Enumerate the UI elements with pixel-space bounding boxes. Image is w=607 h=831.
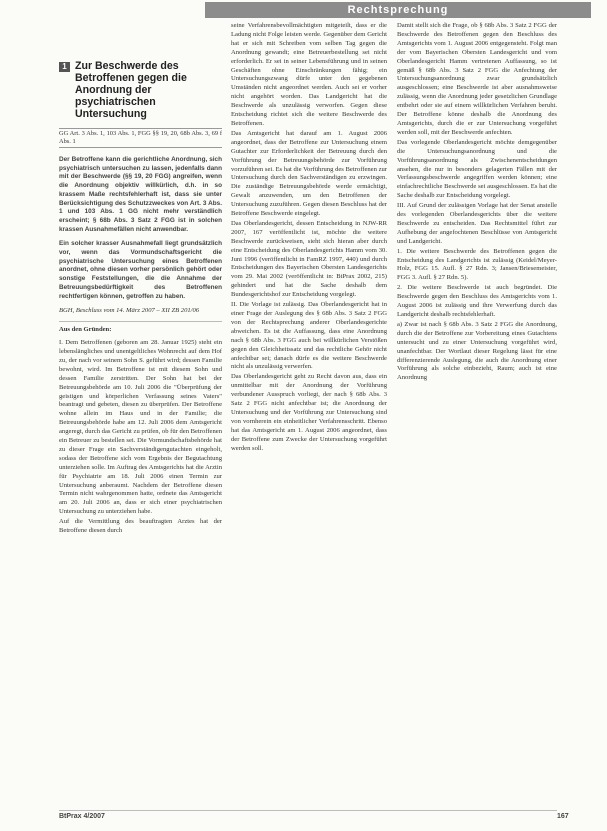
body-paragraph: I. Dem Betroffenen (geboren am 28. Januar 1925) steht ein lebenslängliches und unentgeltliches Wohnrecht auf dem Hof zu, der nach vor seinem Sohn S. geführt wird; dessen Familie bewohnt, wird. Im Betroffene ist mit diesem Sohn und dessen Familie zerstritten. Der Sohn hat bei der Betreuungsbehörde am 10. Juli 2006 die "Überprüfung der geistigen und körperlichen Verfassung seines Vaters" beantragt und gebeten, diesen zu überprüfen. Der Betroffene wohne allein im Haus und in der Familie; die Betreuungsbehörde habe am 12. Juli 2006 dem Amtsgericht angeregt, durch das Gericht zu prüfen, ob für den Betroffenen ein Betreuer zu bestellen sei. Die Vormundschaftsbehörde hat zu dieser Frage ein Sachverständigengutachten eingeholt, sodass der Betroffene sich vom Ergebnis der Begutachtung unterziehen solle. Im Auftrag des Amtsgerichts hat die Arztin für Psychiatrie am 18. Juli 2006 einen Termin zur Untersuchung anberaumt. Nachdem der Betroffene diesen Termin nicht wahrgenommen hatte, ordnete das Amtsgericht am 20. Juli 2006 an, dass er sich einer psychiatrischen Untersuchung zu unterziehen habe. — [59, 339, 223, 516]
reasons-heading: Aus den Gründen: — [59, 326, 112, 334]
article-title-row — [59, 60, 222, 120]
column-1 — [59, 22, 222, 537]
body-paragraph: Das Oberlandesgericht, dessen Entscheidung in NJW-RR 2007, 167 veröffentlicht ist, möchte die weitere Beschwerde zurückweisen, sieht sich hieran aber durch eine Entscheidung des Oberlandesgerichts Hamm vom 30. Juni 1996 (veröffentlicht in FamRZ 1997, 440) und durch Entscheidungen des Bayerischen Obersten Landesgerichts vom 29. Mai 2002 (veröffentlicht in: BtPrax 2002, 215) gehindert und hat die Sache deshalb dem Bundesgerichtshof zur Entscheidung vorgelegt. — [231, 219, 387, 299]
body-paragraph: a) Zwar ist nach § 68b Abs. 3 Satz 2 FGG die Anordnung, durch die der Betroffene zur Vorbereitung eines Gutachtens untersucht und zu einer Untersuchung vorgeführt wird, unanfechtbar. Der Wortlaut dieser Regelung lässt für eine differenzierende Auslegung, die auch die Anordnung einer Vorführung als solche einbezieht, Raum; auch ist eine Anordnung — [397, 320, 557, 382]
body-paragraph: seine Verfahrensbevollmächtigten mitgeteilt, dass er die Ladung nicht Folge leisten werde. Gegenüber dem Gericht hat er sich mit Schreiben vom selben Tag gegen die Anordnung gewandt; eine Betreuerbestellung sei nicht erforderlich. Er sei in seiner Lebensführung und in seinen Geschäften ohne Einschränkungen fähig; ein Untersuchungszwang dürfe unter den gegebenen Umständen nicht angeordnet werden. Auch sei er vorher nicht angehört worden. Das Landgericht hat die Beschwerde als unzulässig verworfen. Gegen diese Entscheidung richtet sich die weitere Beschwerde des Betroffenen. — [231, 22, 387, 127]
body-paragraph: Das Oberlandesgericht geht zu Recht davon aus, dass ein unmittelbar mit der Anordnung der Vorführung verbundener Ausspruch vorliegt, der nach § 68b Abs. 3 Satz 2 FGG nicht anfechtbar ist; die Anordnung der Untersuchung und der Vorführung zur Untersuchung sind von vornherein ein einheitlicher Verfahrensschritt. Ebenso hat das Amtsgericht am 1. August 2006 angeordnet, dass der Betroffene zum Zwecke der Untersuchung vorgeführt werden soll. — [231, 373, 387, 452]
headnote — [59, 156, 222, 301]
body-paragraph: 1. Die weitere Beschwerde des Betroffenen gegen die Entscheidung des Landgerichts ist zulässig (Keidel/Meyer-Holz, FGG 15. Aufl. § 27 Rdn. 3; Jansen/Briesemeister, FGG 3. Aufl. § 27 Rdn. 5). — [397, 247, 557, 282]
journal-issue: BtPrax 4/2007 — [59, 813, 105, 820]
article-title: Zur Beschwerde des Betroffenen gegen die Anordnung der psychiatrischen Untersuchung — [75, 60, 187, 120]
body-paragraph: Das vorlegende Oberlandesgericht möchte demgegenüber die Untersuchungsanordnung und die Vorführungsanordnung als Zwischenentscheidungen ansehen, die nur in besonders gelagerten Fällen mit der Verfassungsbeschwerde angegriffen werden können; eine einfachrechtliche Beschwerde sei ausgeschlossen. Es hat die Sache deshalb zur Entscheidung vorgelegt. — [397, 138, 557, 200]
body-paragraph: III. Auf Grund der zulässigen Vorlage hat der Senat anstelle des vorlegenden Oberlandesgerichts über die weitere Beschwerde zu entscheiden. Das Rechtsmittel führt zur Aufhebung der angefochtenen Beschlüsse von Amtsgericht und Landgericht. — [397, 202, 557, 245]
section-banner: Rechtsprechung — [205, 2, 591, 18]
headnote-paragraph: Der Betroffene kann die gerichtliche Anordnung, sich psychiatrisch untersuchen zu lassen, jedenfalls dann mit der Beschwerde (§§ 19, 20 FGG) angreifen, wenn die Anordnung objektiv willkürlich, d.h. in so krassem Maße rechtsfehlerhaft ist, dass sie unter Berücksichtigung des Schutzzweckes von Art. 3 Abs. 1 und 103 Abs. 1 GG nicht mehr verständlich erscheint; § 68b Abs. 3 Satz 2 FGG ist in solchen krassen Ausnahmefällen nicht anwendbar. — [59, 156, 222, 233]
headnote-paragraph: Ein solcher krasser Ausnahmefall liegt grundsätzlich vor, wenn das Vormundschaftsgericht die psychiatrische Untersuchung eines Betroffenen anordnet, ohne diesen vorher persönlich gehört oder sonstige Feststellungen, die die Annahme der Betreuungsbedürftigkeit des Betroffenen rechtfertigen können, getroffen zu haben. — [59, 240, 222, 300]
body-paragraph: II. Die Vorlage ist zulässig. Das Oberlandesgericht hat in einer Frage der Auslegung des § 68b Abs. 3 Satz 2 FGG von der Rechtsprechung anderer Oberlandesgerichte abweichen. Es ist die Auffassung, dass eine Anordnung nach § 68b Abs. 3 FGG auch bei willkürlichen Verstößen gegen den Gleichheitssatz und das rechtliche Gehör nicht anfechtbar sei; danach dürfe es die weitere Beschwerde nicht als unzulässig verwerfen. — [231, 301, 387, 371]
article-number-badge: 1 — [59, 62, 70, 72]
column-2 — [231, 22, 387, 455]
body-paragraph: Auf die Vermittlung des beauftragten Arztes hat der Betroffene diesen durch — [59, 518, 222, 535]
footer-divider — [59, 810, 557, 811]
body-paragraph: Damit stellt sich die Frage, ob § 68b Abs. 3 Satz 2 FGG der Beschwerde des Betroffenen gegen den Beschluss des Amtsgerichts vom 1. August 2006 entgegensteht. Folgt man der vom Bayerischen Obersten Landesgericht und vom Oberlandesgericht Hamm vertretenen Auffassung, so ist gemäß § 68b Abs. 3 Satz 2 FGG die Anfechtung der Untersuchungsanordnung zwar grundsätzlich ausgeschlossen; eine Beschwerde ist aber ausnahmsweise zulässig, wenn die Anordnung jeder gesetzlichen Grundlage entbehrt oder sie auf einem willkürlichen Verfahren beruht. Der Betroffene könne deshalb die Anordnung des Amtsgerichts, durch die er zur Untersuchung vorgeführt werden soll, mit der Beschwerde anfechten. — [397, 22, 557, 136]
body-paragraph: Das Amtsgericht hat darauf am 1. August 2006 angeordnet, dass der Betroffene zur Untersuchung einem Gutachter zur Erforderlichkeit der Betreuung durch den Vorführung der Betreuungsbehörde zur Vorführung vorzuführen sei. Es hat die Vorführung des Betroffenen zur Untersuchung durch den Sachverständigen zu erzwingen. Die zuständige Betreuungsbehörde werde ermächtigt, Gewalt anzuwenden, um den Betroffenen der Untersuchung zuzuführen. Gegen diesen Beschluss hat der Betroffene Beschwerde eingelegt. — [231, 129, 387, 218]
page-number: 167 — [557, 813, 569, 820]
column-3 — [397, 22, 557, 384]
legal-references: GG Art. 3 Abs. 1, 103 Abs. 1, FGG §§ 19, 20, 68b Abs. 3, 69 f Abs. 1 — [59, 128, 222, 148]
body-paragraph: 2. Die weitere Beschwerde ist auch begründet. Die Beschwerde gegen den Beschluss des Amtsgerichts vom 1. August 2006 ist zulässig und ihre Verwerfung durch das Landgericht deshalb rechtsfehlerhaft. — [397, 284, 557, 318]
court-citation: BGH, Beschluss vom 14. März 2007 – XII ZB 201/06 — [59, 307, 222, 322]
